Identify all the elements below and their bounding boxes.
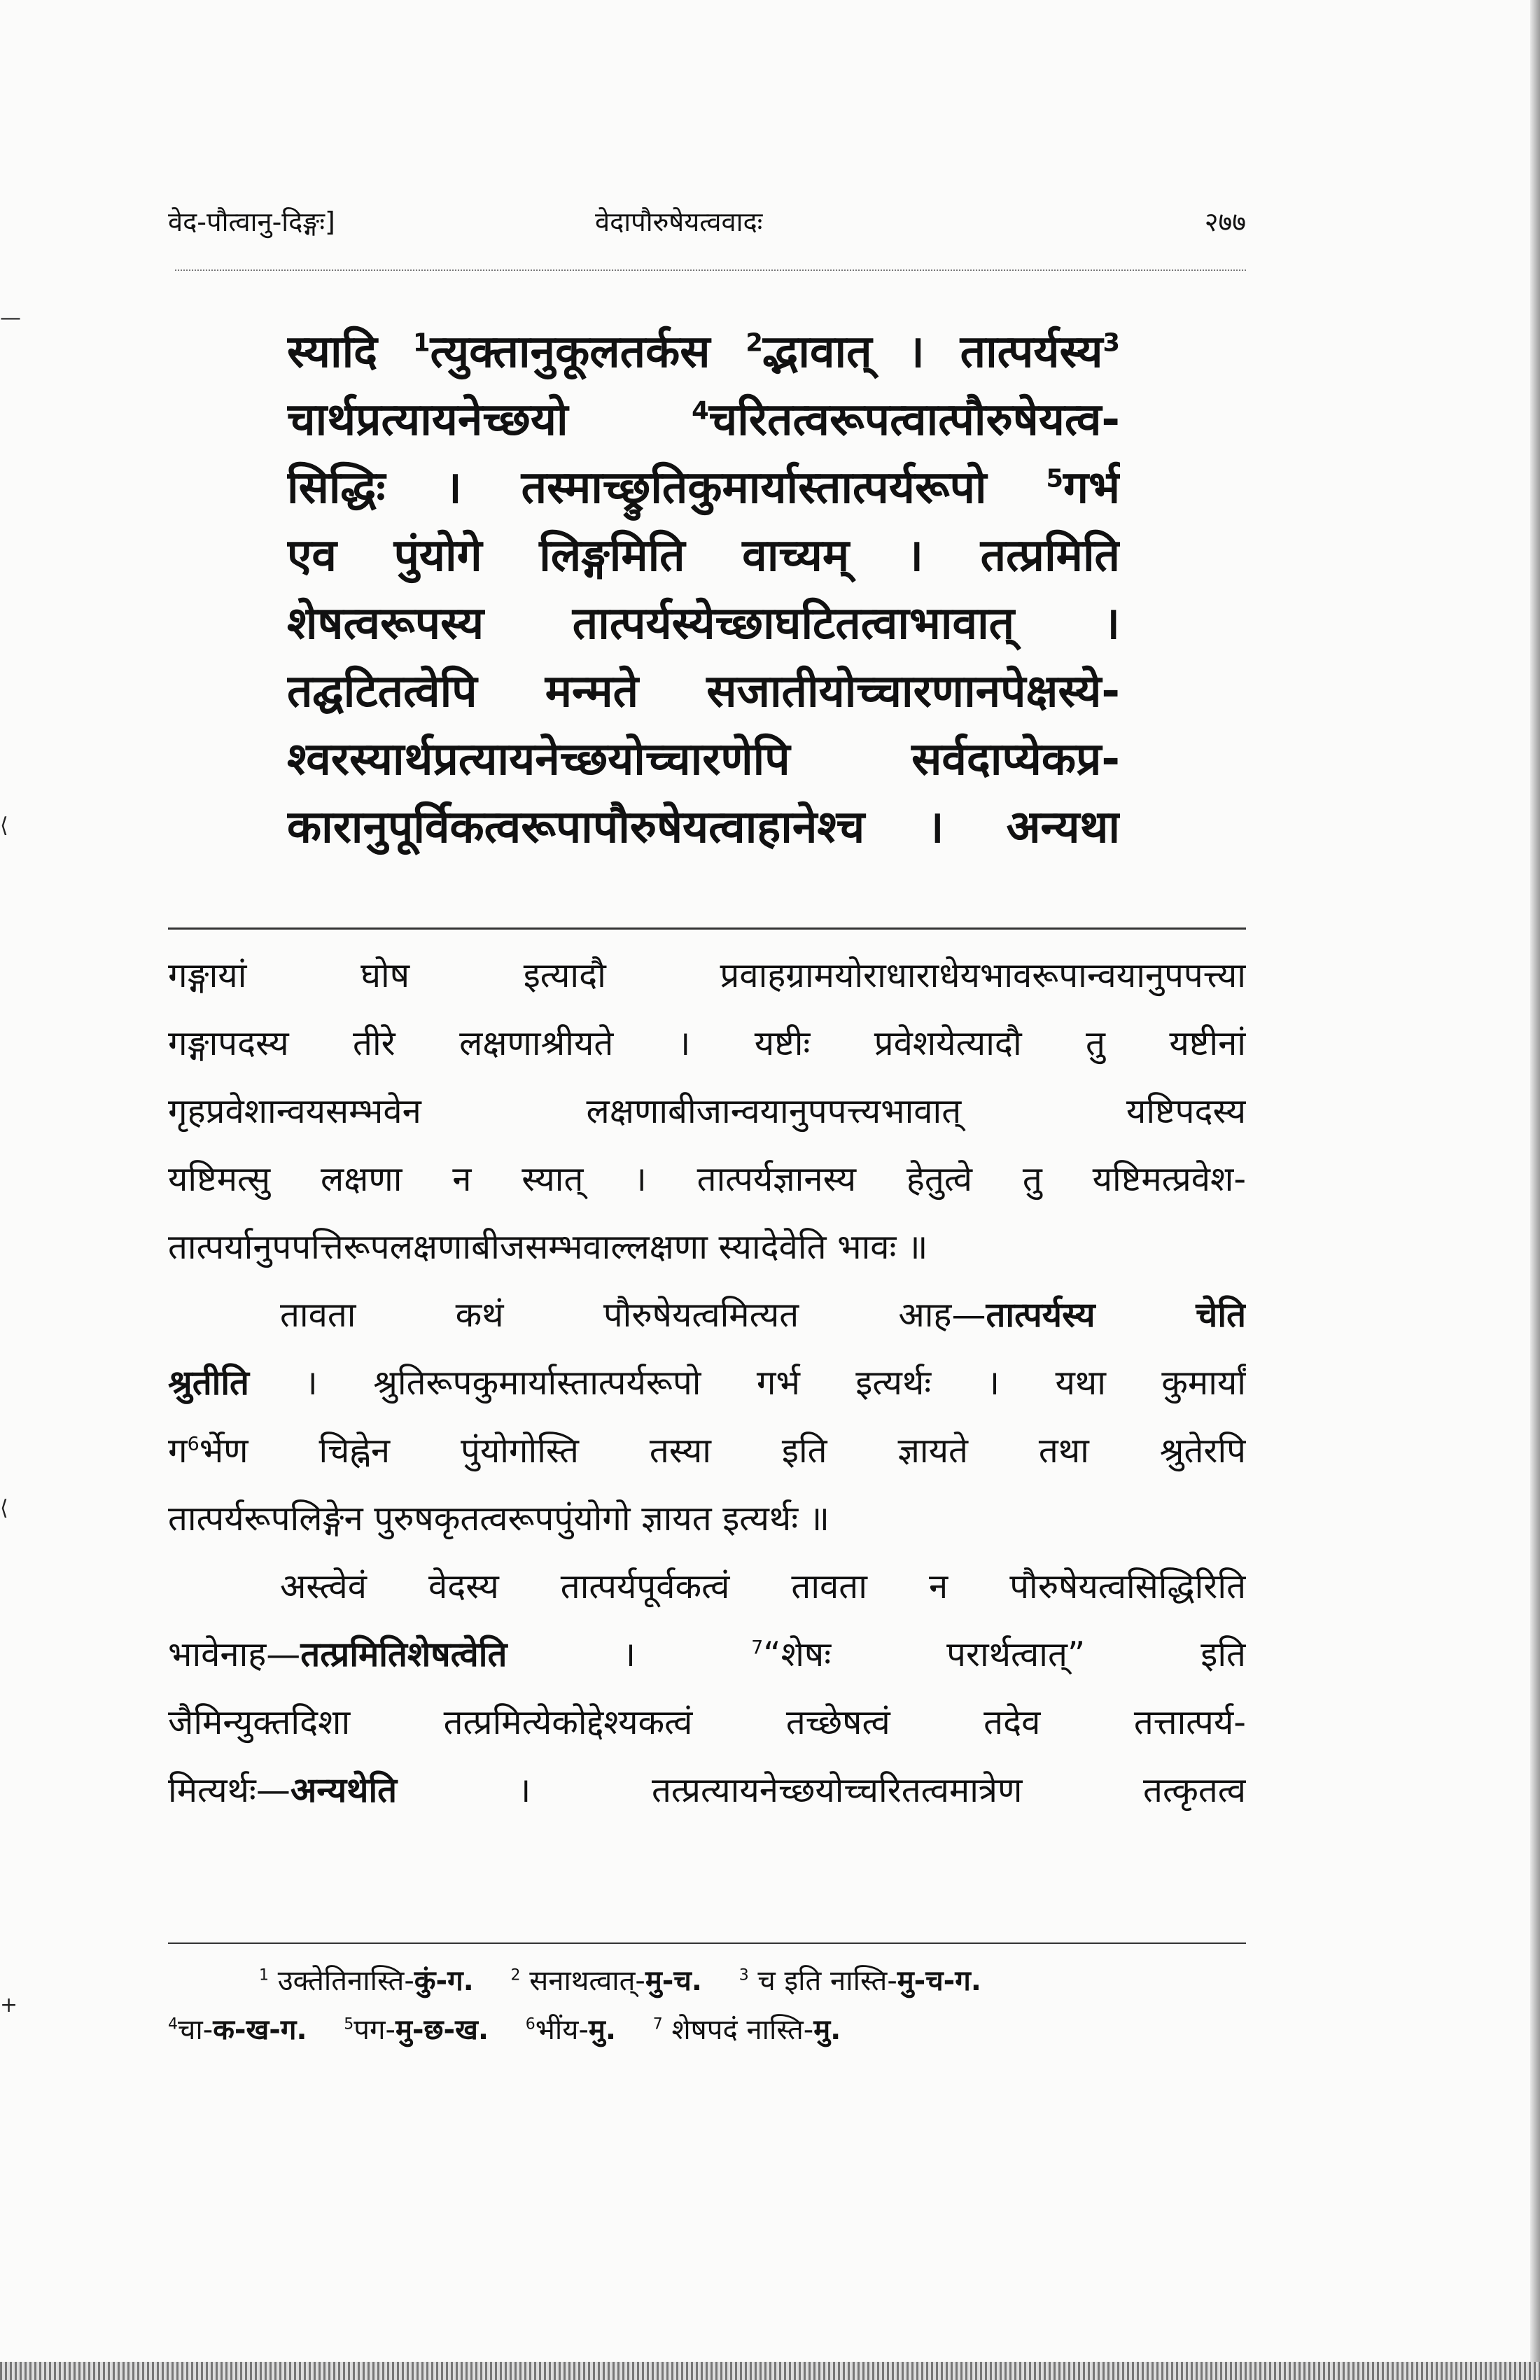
margin-tick: —: [0, 306, 21, 330]
margin-tick: ⟨: [0, 1496, 8, 1520]
commentary-line: तावता कथं पौरुषेयत्वमित्यत आह—तात्पर्यस्य चेति: [280, 1295, 1246, 1335]
commentary-text: [168, 941, 1246, 1824]
main-line: चार्थप्रत्यायनेच्छयो $^4$चरितत्वरूपत्वात्पौरुषेयत्व-: [287, 394, 1120, 446]
margin-tick: ⟨: [0, 813, 8, 838]
scan-bottom-strip: [0, 2362, 1540, 2380]
main-line: स्यादि $^1$त्युक्तानुकूलतर्कस $^2$द्भावात् । तात्पर्यस्य$^3$: [287, 326, 1120, 378]
page-number: २७७: [1204, 206, 1246, 237]
commentary-line: गङ्गापदस्य तीरे लक्षणाश्रीयते । यष्टीः प्रवेशयेत्यादौ तु यष्टीनां: [168, 1023, 1246, 1063]
header-title: वेदापौरुषेयत्ववादः: [595, 206, 763, 237]
main-line: तद्घटितत्वेपि मन्मते सजातीयोच्चारणानपेक्षस्ये-: [287, 666, 1120, 718]
margin-tick: +: [0, 1993, 18, 2017]
main-line: सिद्धिः । तस्माच्छ्रुतिकुमार्यास्तात्पर्यरूपो $^5$गर्भ: [287, 462, 1120, 514]
commentary-line: गृहप्रवेशान्वयसम्भवेन लक्षणाबीजान्वयानुपपत्त्यभावात् यष्टिपदस्य: [168, 1091, 1246, 1131]
section-rule: [168, 927, 1246, 930]
commentary-line: श्रुतीति । श्रुतिरूपकुमार्यास्तात्पर्यरूपो गर्भ इत्यर्थः । यथा कुमार्यां: [168, 1363, 1246, 1403]
header-rule: [175, 270, 1246, 271]
commentary-line: तात्पर्यानुपपत्तिरूपलक्षणाबीजसम्भवाल्लक्षणा स्यादेवेति भावः ॥: [168, 1227, 928, 1267]
main-line: शेषत्वरूपस्य तात्पर्यस्येच्छाघटितत्वाभावात् ।: [287, 598, 1120, 650]
commentary-line: भावेनाह—तत्प्रमितिशेषत्वेति । $^7$“शेषः परार्थत्वात्” इति: [168, 1634, 1246, 1674]
page-edge-shadow: [1530, 0, 1540, 2380]
commentary-line: जैमिन्युक्तदिशा तत्प्रमित्येकोद्देश्यकत्वं तच्छेषत्वं तदेव तत्तात्पर्य-: [168, 1702, 1246, 1742]
main-line: कारानुपूर्विकत्वरूपापौरुषेयत्वाहानेश्च । अन्यथा: [287, 802, 1120, 853]
footnotes: [168, 1956, 1246, 2054]
commentary-line: यष्टिमत्सु लक्षणा न स्यात् । तात्पर्यज्ञानस्य हेतुत्वे तु यष्टिमत्प्रवेश-: [168, 1159, 1246, 1199]
main-line: श्वरस्यार्थप्रत्यायनेच्छयोच्चारणेपि सर्वदाप्येकप्र-: [287, 734, 1120, 785]
commentary-line: मित्यर्थः—अन्यथेति । तत्प्रत्यायनेच्छयोच्चरितत्वमात्रेण तत्कृतत्व: [168, 1770, 1246, 1810]
commentary-line: तात्पर्यरूपलिङ्गेन पुरुषकृतत्वरूपपुंयोगो ज्ञायत इत्यर्थः ॥: [168, 1499, 830, 1539]
commentary-line: अस्त्वेवं वेदस्य तात्पर्यपूर्वकत्वं तावता न पौरुषेयत्वसिद्धिरिति: [280, 1567, 1246, 1606]
commentary-line: ग$^6$र्भेण चिह्नेन पुंयोगोस्ति तस्या इति ज्ञायते तथा श्रुतेरपि: [168, 1431, 1246, 1471]
running-header: [168, 203, 1246, 245]
footnote-line: $^4$चा-क-ख-ग. $^5$पग-मु-छ-ख. $^6$भींय-मु. $^7$ शेषपदं नास्ति-मु.: [168, 2014, 841, 2046]
header-left: वेद-पौत्वानु-दिङ्गः]: [168, 206, 335, 237]
footnote-line: $^1$ उक्तेतिनास्ति-कुं-ग. $^2$ सनाथत्वात्-मु-च. $^3$ च इति नास्ति-मु-च-ग.: [259, 1965, 981, 1997]
footnote-rule: [168, 1942, 1246, 1944]
main-line: एव पुंयोगे लिङ्गमिति वाच्यम् । तत्प्रमिति: [287, 530, 1120, 582]
commentary-line: गङ्गायां घोष इत्यादौ प्रवाहग्रामयोराधाराधेयभावरूपान्वयानुपपत्त्या: [168, 955, 1246, 995]
main-verse-text: [287, 318, 1120, 862]
